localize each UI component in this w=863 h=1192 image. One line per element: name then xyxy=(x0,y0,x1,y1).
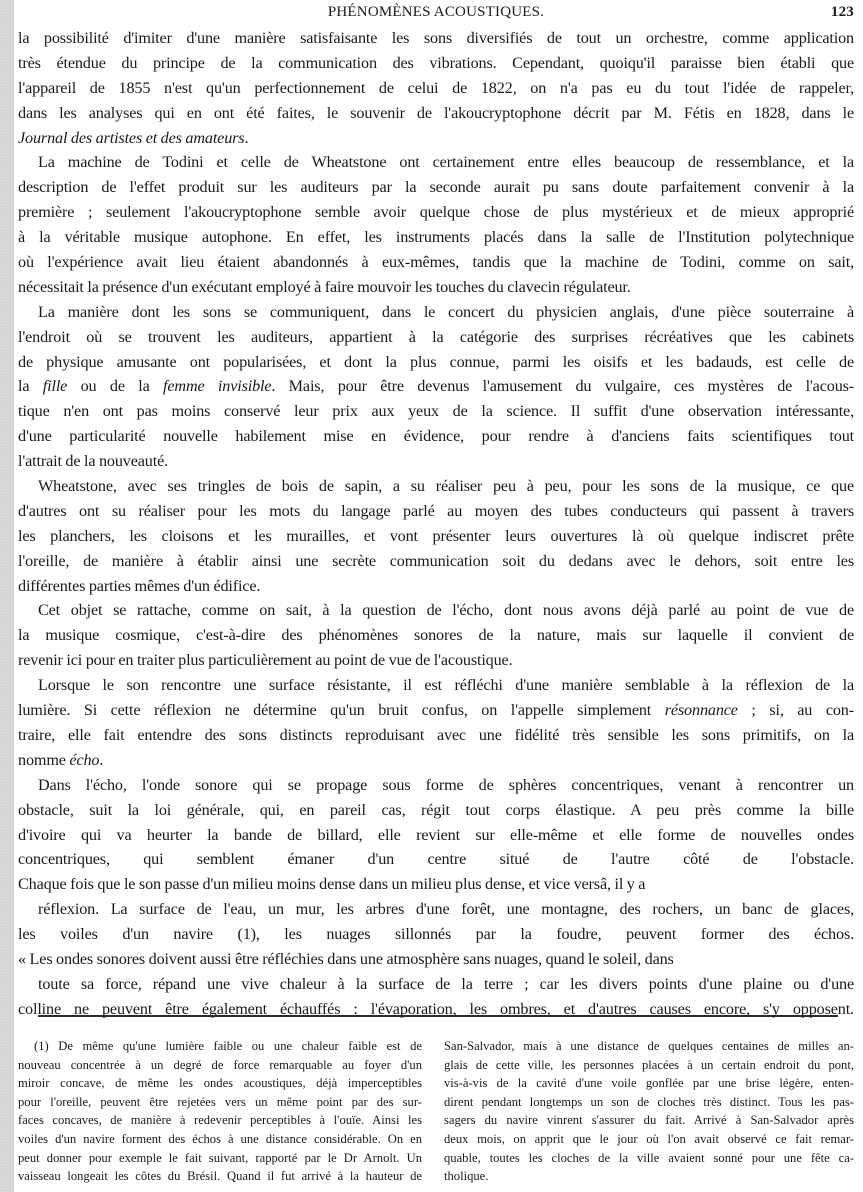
footnote-line: tholique. xyxy=(444,1169,489,1184)
footnote-line: sagers du navire vinrent s'assurer du fait. Arrivé à San-Salvador après xyxy=(444,1113,854,1128)
footnote-line: pour l'oreille, peuvent être rejetées vers un même point par des sur- xyxy=(18,1094,422,1109)
text-line: de physique amusante ont popularisées, et dont la plus connue, parmi les oisifs et les badauds, est celle de xyxy=(18,352,854,371)
text-line: nomme écho. xyxy=(18,750,104,769)
text-line: différentes parties mêmes d'un édifice. xyxy=(18,576,261,595)
book-page xyxy=(18,0,854,1022)
text-line: d'ivoire qui va heurter la bande de billard, elle revient sur elle-même et elle forme de nouvelles ondes xyxy=(18,825,854,844)
footnote-line: San-Salvador, mais à une distance de quelques centaines de milles an- xyxy=(444,1039,854,1053)
text-line: dans les analyses qui en ont été faites, le souvenir de l'akoucryptophone décrit par M. Fétis en 1828, dans le xyxy=(18,103,854,122)
footnote-line: vaisseau longeait les côtes du Brésil. Quand il fut arrivé à la hauteur de xyxy=(18,1169,422,1184)
footnote-line: deux mois, on apprit que le jour où l'on avait observé ce fait remar- xyxy=(444,1131,854,1146)
text-line: les planchers, les cloisons et les murailles, et vont présenter leurs ouvertures là où quelque indiscret prête xyxy=(18,526,854,545)
text-line: l'oreille, de manière à établir ainsi une secrète communication soit du dedans avec le dehors, soit entre les xyxy=(18,551,854,570)
running-title: PHÉNOMÈNES ACOUSTIQUES. xyxy=(327,4,545,20)
page-number: 123 xyxy=(830,4,854,20)
footnote-line: voiles d'un navire forment des échos à une distance considérable. On en xyxy=(18,1131,422,1146)
scan-edge-shading xyxy=(0,0,14,1192)
footnote-line: dirent pendant longtemps un son de cloches très distinct. Tous les pas- xyxy=(444,1094,854,1109)
footnote-line: nouveau concentrée à un degré de force remarquable au foyer d'un xyxy=(18,1057,422,1072)
text-line: Chaque fois que le son passe d'un milieu moins dense dans un milieu plus dense, et vice versâ, il y a xyxy=(18,875,646,894)
text-line: Wheatstone, avec ses tringles de bois de sapin, a su réaliser peu à peu, pour les sons de la musique, ce que xyxy=(38,477,854,496)
italic-phrase: femme invisible xyxy=(163,377,272,396)
text-line: l'attrait de la nouveauté. xyxy=(18,452,169,471)
italic-phrase: fille xyxy=(42,377,68,396)
text-line: la possibilité d'imiter d'une manière satisfaisante les sons diversifiés de tout un orchestre, comme application xyxy=(18,29,854,47)
footnote-line: peut donner pour exemple le fait suivant, rapporté par le Dr Arnolt. Un xyxy=(18,1150,422,1165)
footnote-line: vis-à-vis de la cavité d'une voile gonflée par une brise légère, enten- xyxy=(444,1076,854,1091)
text-line: Cet objet se rattache, comme on sait, à la question de l'écho, dont nous avons déjà parlé au point de vue de xyxy=(38,601,854,620)
footnote-line: (1) De même qu'une lumière faible ou une chaleur faible est de xyxy=(34,1039,422,1053)
text-line: première ; seulement l'akoucryptophone semble avoir quelque chose de plus mystérieux et de mieux approprié xyxy=(18,203,854,222)
text-line: la musique cosmique, c'est-à-dire des phénomènes sonores de la nature, mais sur laquelle il convient de xyxy=(18,626,854,645)
text-line: revenir ici pour en traiter plus particulièrement au point de vue de l'acoustique. xyxy=(18,651,513,670)
text-line: Dans l'écho, l'onde sonore qui se propage sous forme de sphères concentriques, venant à rencontrer un xyxy=(38,775,854,794)
text-line: La manière dont les sons se communiquent, dans le concert du physicien anglais, d'une pièce souterraine à xyxy=(38,302,854,321)
text-line: description de l'effet produit sur les auditeurs par la seconde aurait pu sans doute parfaitement convenir à la xyxy=(18,178,854,197)
text-line: Lorsque le son rencontre une surface résistante, il est réfléchi d'une manière semblable à la réflexion de la xyxy=(38,676,854,695)
text-line: très étendue du principe de la communication des vibrations. Cependant, quoiqu'il paraisse bien établi que xyxy=(18,53,854,72)
text-line: concentriques, qui semblent émaner d'un centre situé de l'autre côté de l'obstacle. xyxy=(18,850,854,869)
text-line: traire, elle fait entendre des sons distincts reproduisant avec une fidélité très sensible les sons primitifs, on la xyxy=(18,725,854,744)
text-line: colline ne peuvent être également échauffés : l'évaporation, les ombres, et d'autres causes encore, s'y opposent. xyxy=(18,999,854,1018)
footnote-column-left xyxy=(18,1037,422,1186)
footnote-line: glais de cette ville, les personnes placées à un certain endroit du pont, xyxy=(444,1057,854,1072)
text-line: « Les ondes sonores doivent aussi être réfléchies dans une atmosphère sans nuages, quand le soleil, dans xyxy=(18,949,674,968)
text-line: La machine de Todini et celle de Wheatstone ont certainement entre elles beaucoup de ressemblance, et la xyxy=(38,153,854,172)
footnote-separator-rule xyxy=(38,1015,838,1017)
text-line: la fille ou de la femme invisible. Mais, pour être devenus l'amusement du vulgaire, ces mystères de l'acous- xyxy=(18,377,854,396)
text-line: d'une particularité nouvelle habilement mise en évidence, pour rendre à d'anciens faits scientifiques tout xyxy=(18,427,854,446)
text-line: l'endroit où se trouvent les auditeurs, appartient à la catégorie des surprises récréatives que les cabinets xyxy=(18,327,854,346)
text-line: l'appareil de 1855 n'est qu'un perfectionnement de celui de 1822, on n'a pas eu du tout l'idée de rappeler, xyxy=(18,78,854,97)
text-line: lumière. Si cette réflexion ne détermine qu'un bruit confus, on l'appelle simplement résonnance ; si, au con- xyxy=(18,701,854,720)
text-line: nécessitait la présence d'un exécutant employé à faire mouvoir les touches du clavecin régulateur. xyxy=(18,277,631,296)
italic-phrase: Journal des artistes et des amateurs xyxy=(18,128,245,147)
footnote-line: miroir concave, de même les ondes acoustiques, déjà imperceptibles xyxy=(18,1076,422,1091)
page-header xyxy=(18,4,854,26)
text-line: Journal des artistes et des amateurs. xyxy=(18,128,249,147)
main-text xyxy=(18,26,854,1022)
footnotes xyxy=(18,1037,854,1186)
text-line: tique n'en ont pas moins conservé leur prix aux yeux de la science. Il suffit d'une observation intéressante, xyxy=(18,402,854,421)
footnote-line: faces concaves, de manière à redevenir perceptibles à l'ouïe. Ainsi les xyxy=(18,1113,422,1128)
text-line: obstacle, suit la loi générale, qui, en pareil cas, régit tout corps élastique. A peu près comme la bille xyxy=(18,800,854,819)
footnote-line: quable, toutes les cloches de la ville avaient sonné pour une fête ca- xyxy=(444,1150,854,1165)
text-line: toute sa force, répand une vive chaleur à la surface de la terre ; car les divers points d'une plaine ou d'une xyxy=(38,974,854,993)
footnote-column-right xyxy=(444,1037,854,1186)
italic-phrase: résonnance xyxy=(664,701,738,720)
text-line: d'autres ont su réaliser pour les mots du langage parlé au moyen des tubes conducteurs qui passent à travers xyxy=(18,501,854,520)
italic-phrase: écho xyxy=(69,750,100,769)
text-line: où l'expérience avait lieu étaient abandonnés à eux-mêmes, tandis que la machine de Todini, comme on sait, xyxy=(18,253,854,272)
text-line: les voiles d'un navire (1), les nuages sillonnés par la foudre, peuvent former des échos. xyxy=(18,925,854,944)
text-line: réflexion. La surface de l'eau, un mur, les arbres d'une forêt, une montagne, des rochers, un banc de glaces, xyxy=(38,900,854,919)
text-line: à la véritable musique autophone. En effet, les instruments placés dans la salle de l'Institution polytechnique xyxy=(18,228,854,247)
